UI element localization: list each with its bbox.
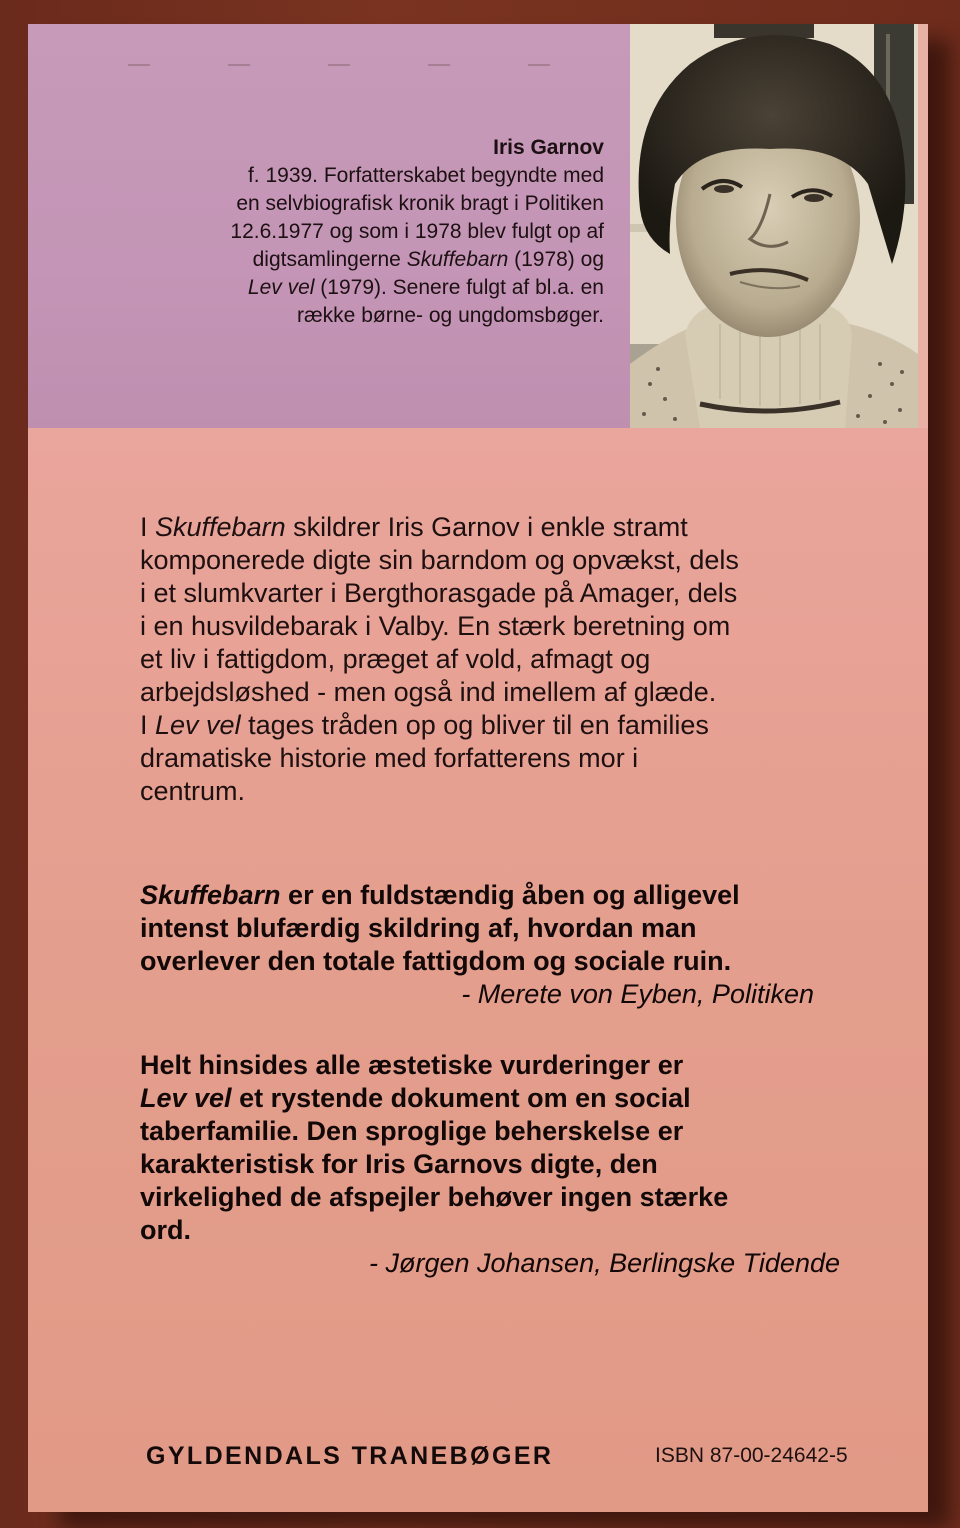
print-marks [128, 64, 628, 68]
quote-line: virkelighed de afspejler behøver ingen stærke [140, 1182, 729, 1212]
publisher-name: GYLDENDALS TRANEBØGER [146, 1442, 554, 1470]
author-name: Iris Garnov [493, 136, 604, 159]
cover-edge [918, 24, 928, 428]
bio-line: 12.6.1977 og som i 1978 blev fulgt op af [230, 220, 604, 243]
bio-line: f. 1939. Forfatterskabet begyndte med [247, 164, 604, 187]
quote-line: ord. [140, 1215, 191, 1245]
book-title: Lev vel [140, 1083, 232, 1113]
author-bio [134, 134, 604, 330]
bio-line: Lev vel (1979). Senere fulgt af bl.a. en [247, 276, 604, 299]
quote-line: taberfamilie. Den sproglige beherskelse er [140, 1116, 684, 1146]
quote-line: Helt hinsides alle æstetiske vurderinger er [140, 1050, 684, 1080]
desc-line: dramatiske historie med forfatterens mor i [140, 743, 639, 773]
isbn: ISBN 87-00-24642-5 [655, 1444, 848, 1467]
quote-line: karakteristisk for Iris Garnovs digte, den [140, 1149, 658, 1179]
desc-line: et liv i fattigdom, præget af vold, afmagt og [140, 644, 651, 674]
bio-line: digtsamlingerne Skuffebarn (1978) og [252, 248, 604, 271]
portrait-image [630, 24, 918, 428]
author-photo [630, 24, 918, 428]
author-panel [28, 24, 630, 428]
review-quote-2 [140, 1049, 840, 1280]
desc-line: I Lev vel tages tråden op og bliver til en families [140, 710, 709, 740]
desc-line: komponerede digte sin barndom og opvækst, dels [140, 545, 739, 575]
desc-line: i et slumkvarter i Bergthorasgade på Amager, dels [140, 578, 738, 608]
book-title: Lev vel [155, 710, 241, 740]
bio-line: række børne- og ungdomsbøger. [297, 304, 604, 327]
quote-line: overlever den totale fattigdom og sociale ruin. [140, 946, 732, 976]
book-title: Skuffebarn [155, 512, 286, 542]
desc-line: I Skuffebarn skildrer Iris Garnov i enkle stramt [140, 512, 688, 542]
review-quote-1 [140, 879, 820, 1011]
quote-attribution: - Merete von Eyben, Politiken [461, 979, 814, 1009]
desc-line: centrum. [140, 776, 246, 806]
desc-line: i en husvildebarak i Valby. En stærk beretning om [140, 611, 731, 641]
book-description [140, 511, 820, 808]
quote-line: Lev vel et rystende dokument om en social [140, 1083, 691, 1113]
quote-line: intenst blufærdig skildring af, hvordan man [140, 913, 697, 943]
bio-line: en selvbiografisk kronik bragt i Politiken [236, 192, 604, 215]
quote-attribution: - Jørgen Johansen, Berlingske Tidende [368, 1248, 840, 1278]
desc-line: arbejdsløshed - men også ind imellem af glæde. [140, 677, 717, 707]
book-back-cover [28, 24, 928, 1512]
book-title: Lev vel [247, 276, 315, 299]
book-title: Skuffebarn [140, 880, 281, 910]
quote-line: Skuffebarn er en fuldstændig åben og alligevel [140, 880, 740, 910]
book-title: Skuffebarn [406, 248, 509, 271]
